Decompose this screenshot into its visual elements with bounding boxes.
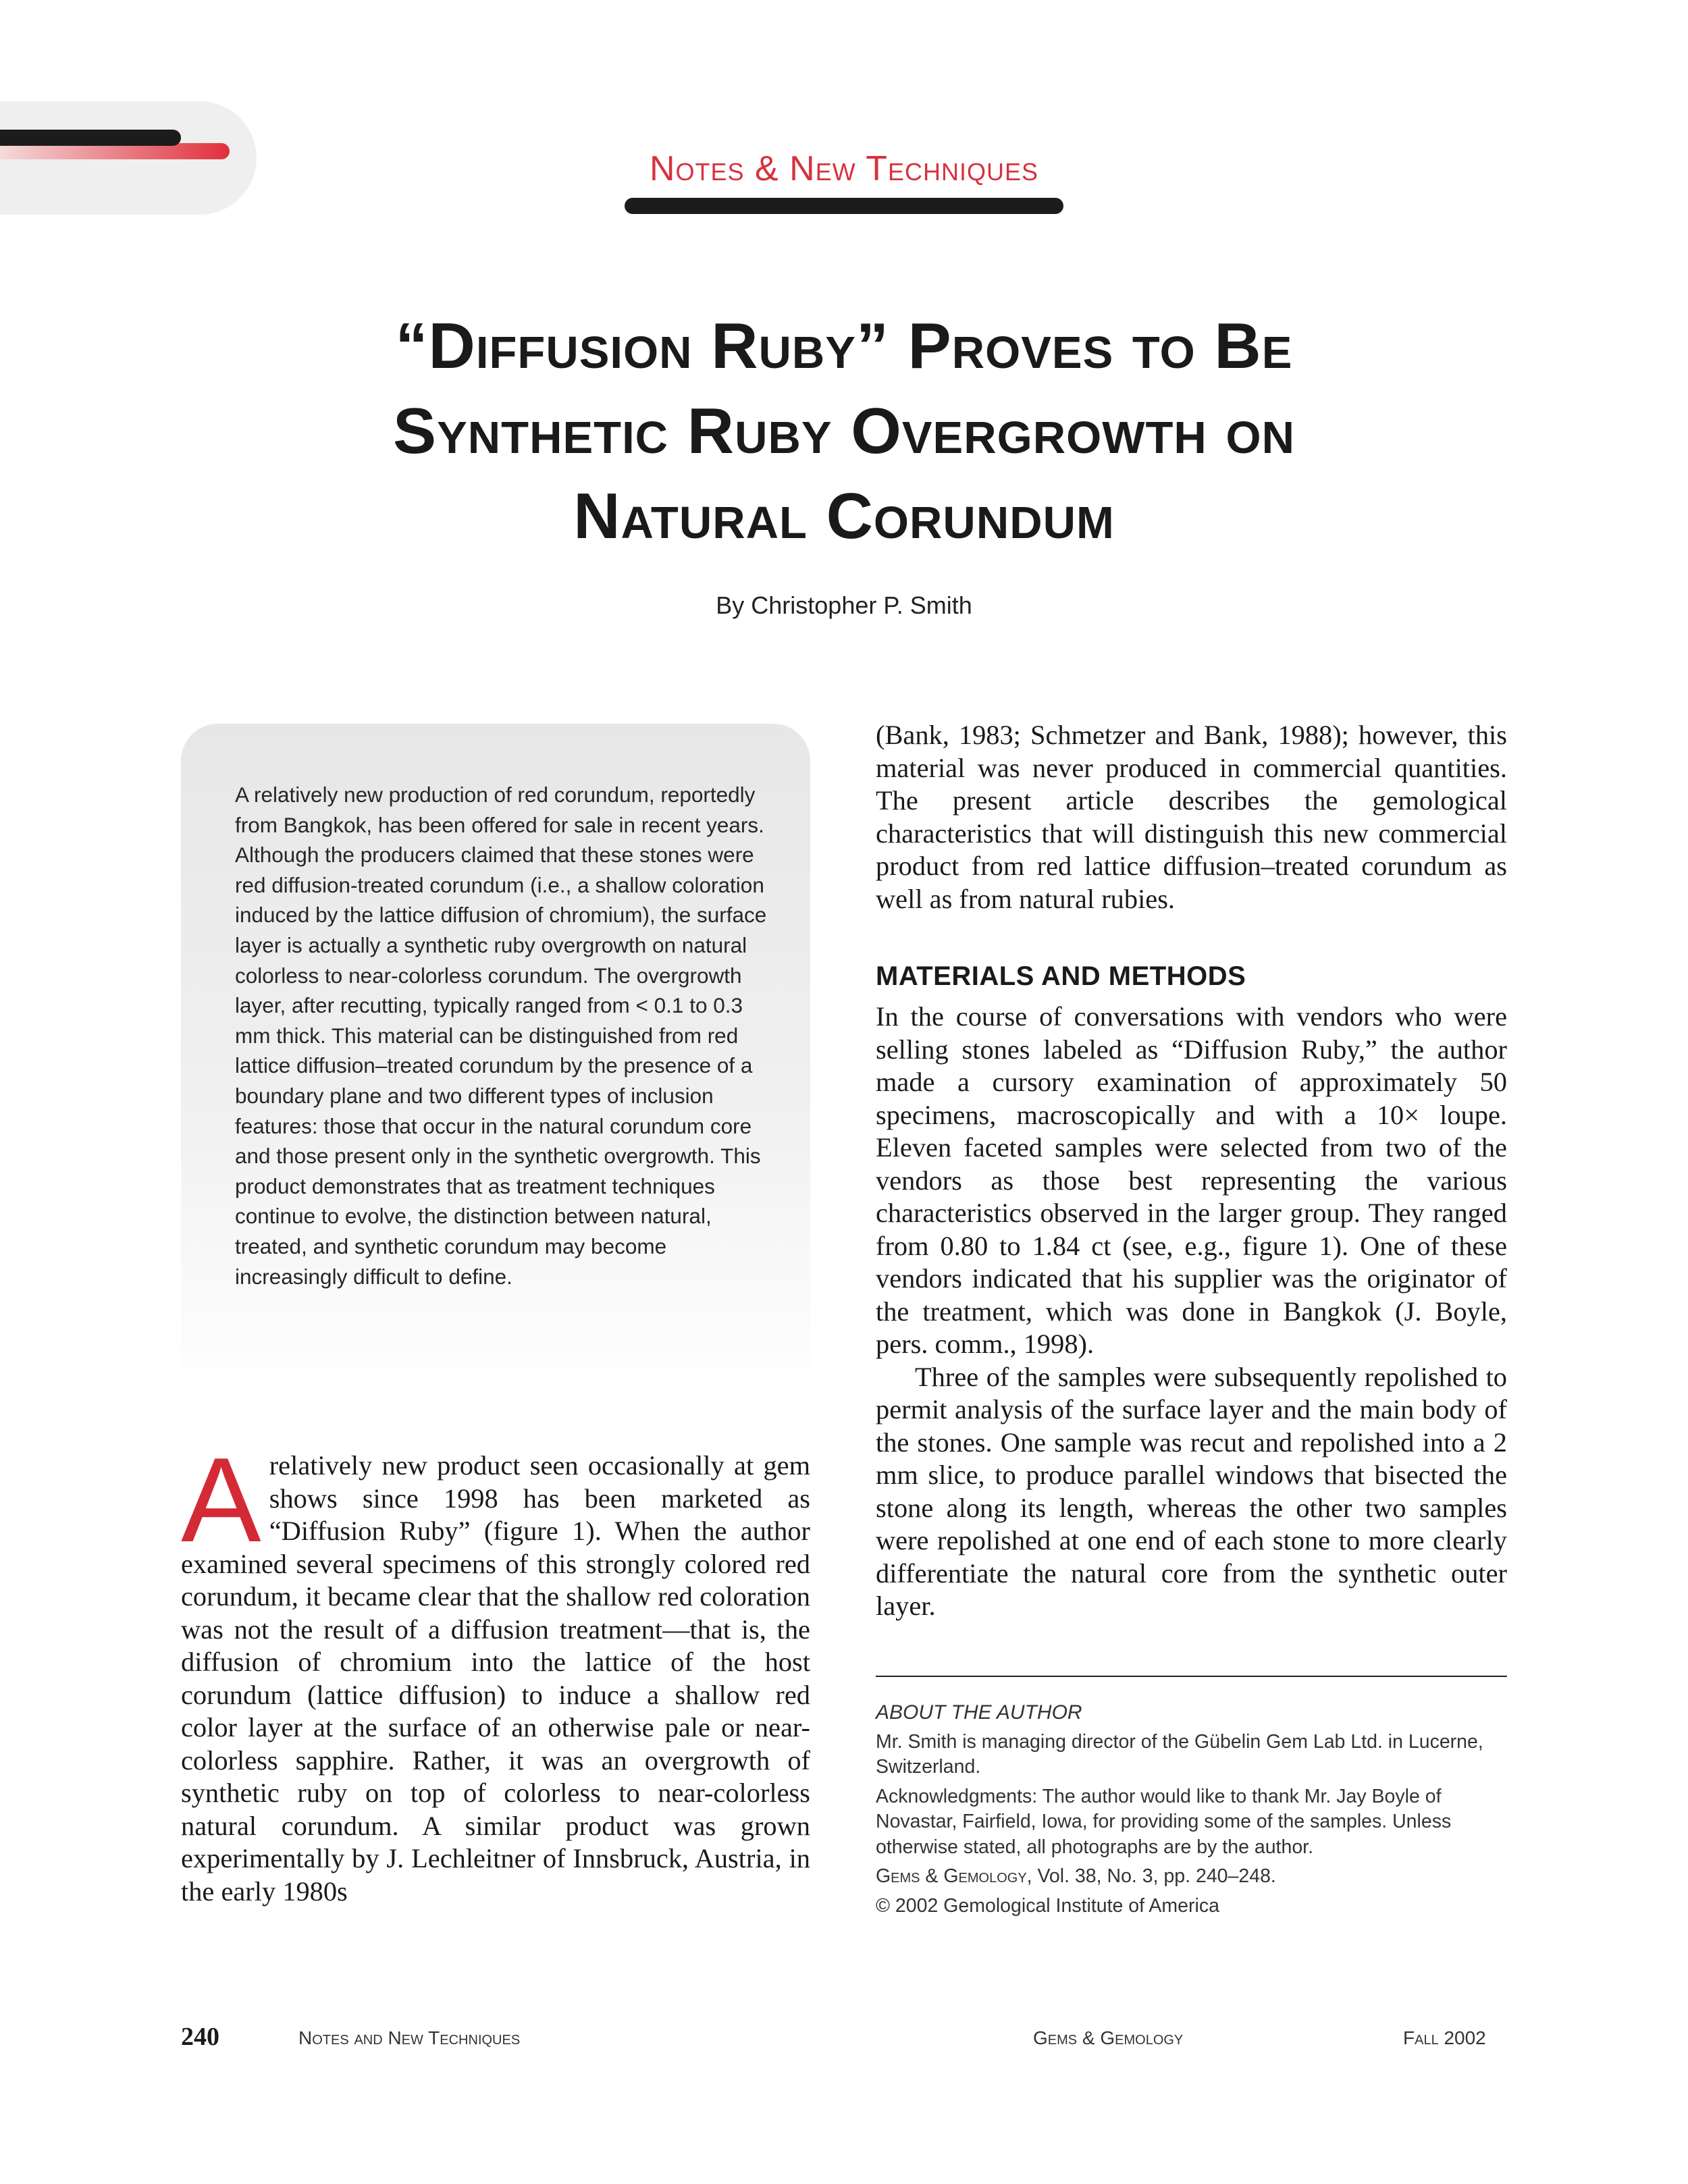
about-heading: ABOUT THE AUTHOR — [876, 1701, 1082, 1724]
citation-journal: Gems & Gemology — [876, 1865, 1027, 1887]
footer-journal: Gems & Gemology — [1033, 2027, 1184, 2048]
title-line-3: Natural Corundum — [573, 480, 1115, 552]
about-divider — [876, 1676, 1507, 1677]
methods-heading: MATERIALS AND METHODS — [876, 961, 1246, 991]
section-label: Notes & New Techniques — [650, 149, 1038, 188]
abstract-text: A relatively new production of red corundum, reportedly from Bangkok, has been offered for sale in recent years. Although the producers claimed that these stones were red diffusion-treated corundum (i.e., a shallow coloration induced by the lattice diffusion of chromium), the surface layer is actually a synthetic ruby overgrowth on natural colorless to near-colorless corundum. The overgrowth layer, after recutting, typically ranged from < 0.1 to 0.3 mm thick. This material can be distinguished from red lattice diffusion–treated corundum by the presence of a boundary plane and two different types of inclusion features: those that occur in the natural corundum core and those present only in the synthetic overgrowth. This product demonstrates that as treatment techniques continue to evolve, the distinction between natural, treated, and synthetic corundum may become increasingly difficult to define. — [235, 782, 767, 1289]
citation — [876, 1864, 1507, 1890]
title-line-1: “Diffusion Ruby” Proves to Be — [395, 310, 1293, 382]
drop-cap: A — [181, 1433, 261, 1567]
footer-page-number: 240 — [181, 2023, 219, 2051]
methods-paragraph-2: Three of the samples were subsequently repolished to permit analysis of the surface layer and the main body of the stones. One sample was recut and repolished into a 2 mm slice, to produce parallel windows that bisected the stone along its length, whereas the other two samples were repolished at one end of each stone to more clearly differentiate the natural core from the synthetic outer layer. — [876, 1361, 1507, 1621]
footer-issue: Fall 2002 — [1403, 2027, 1486, 2048]
methods-paragraph-1: In the course of conversations with vendors who were selling stones labeled as “Diffusion Ruby,” the author made a cursory examination of approximately 50 specimens, macroscopically and with a 10× loupe. Eleven faceted samples were selected from two of the vendors as those best representing the various characteristics observed in the larger group. They ranged from 0.80 to 1.84 ct (see, e.g., figure 1). One of these vendors indicated that his supplier was the originator of the treatment, which was done in Bangkok (J. Boyle, pers. comm., 1998). — [876, 1001, 1507, 1359]
author-info: Mr. Smith is managing director of the Gübelin Gem Lab Ltd. in Lucerne, Switzerland. — [876, 1730, 1483, 1778]
intro-continued-paragraph: (Bank, 1983; Schmetzer and Bank, 1988); however, this material was never produced in commercial quantities. The present article describes the gemological characteristics that will distinguish this new commercial product from red lattice diffusion–treated corundum as well as from natural rubies. — [876, 720, 1507, 914]
title-line-2: Synthetic Ruby Overgrowth on — [393, 395, 1295, 467]
about-the-author — [876, 1700, 1507, 1923]
intro-paragraph: relatively new product seen occasionally at gem shows since 1998 has been marketed as “Diffusion Ruby” (figure 1). When the author examined several specimens of this strongly colored red corundum, it became clear that the shallow red coloration was not the result of a diffusion treatment—that is, the diffusion of chromium into the lattice of the host corundum (lattice diffusion) to induce a shallow red color layer at the surface of an otherwise pale or near-colorless sapphire. Rather, it was an overgrowth of synthetic ruby on top of colorless to near-colorless natural corundum. A similar product was grown experimentally by J. Lechleitner of Innsbruck, Austria, in the early 1980s — [181, 1450, 810, 1907]
body-column-right-top — [876, 719, 1507, 915]
article-title — [169, 304, 1519, 559]
body-column-right-methods — [876, 1001, 1507, 1623]
byline: By Christopher P. Smith — [716, 591, 972, 619]
copyright: © 2002 Gemological Institute of America — [876, 1894, 1219, 1917]
citation-details: , Vol. 38, No. 3, pp. 240–248. — [1026, 1865, 1276, 1887]
body-column-left — [181, 1433, 810, 1908]
section-underline-bar — [625, 198, 1063, 214]
header-black-stripe — [0, 130, 181, 146]
footer-section: Notes and New Techniques — [298, 2027, 521, 2048]
acknowledgments: Acknowledgments: The author would like to thank Mr. Jay Boyle of Novastar, Fairfield, Iowa, for providing some of the samples. Unless otherwise stated, all photographs are by the author. — [876, 1785, 1452, 1858]
